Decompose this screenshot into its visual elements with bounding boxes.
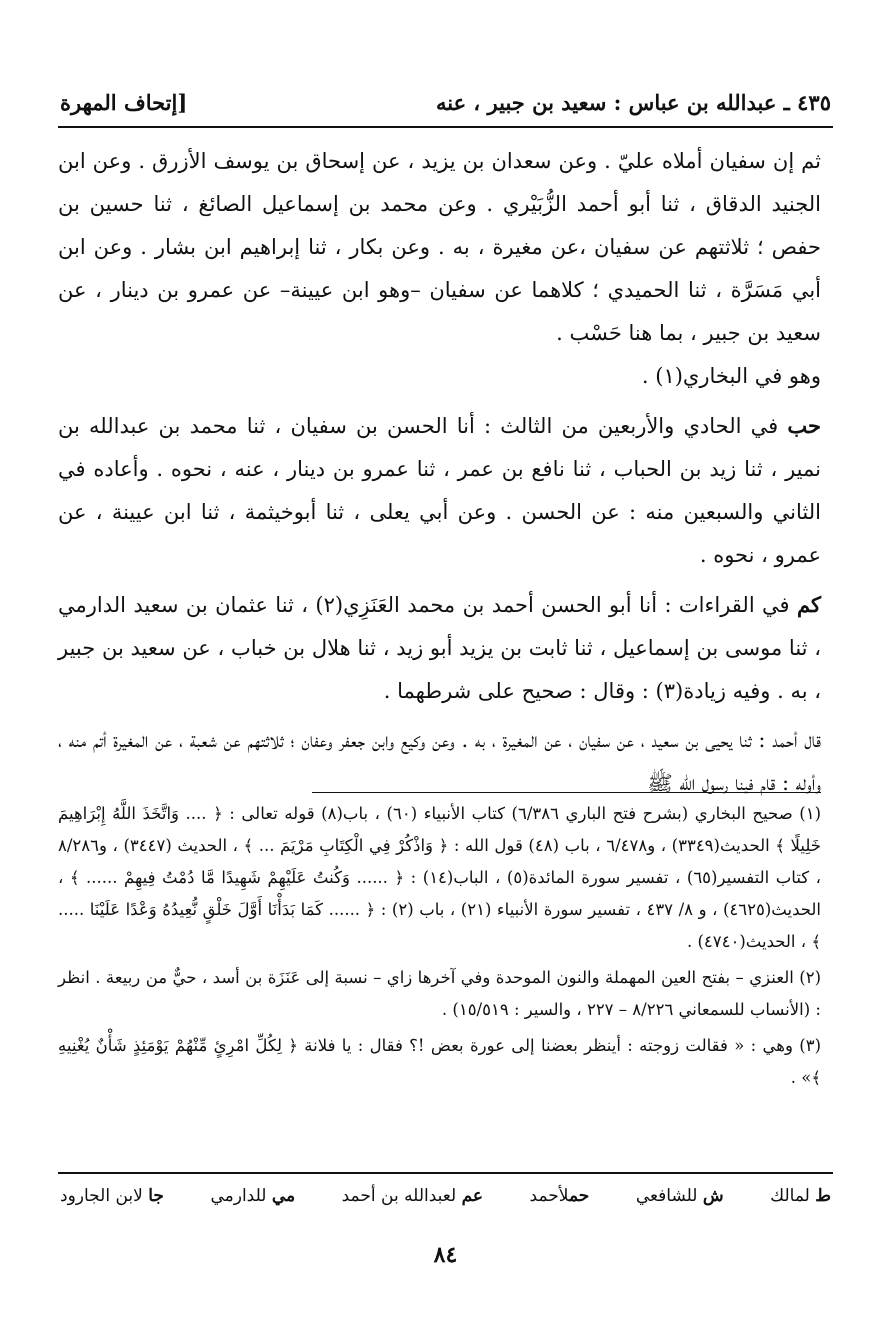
paragraph-2: وهو في البخاري(١) .: [641, 364, 821, 388]
paragraph-4-text: في القراءات : أنا أبو الحسن أحمد بن محمد العَنَزِي(٢) ، ثنا عثمان بن سعيد الدارمي ، ثنا موسى بن إسماعيل ، ثنا ثابت بن يزيد أبو زيد ، ثنا هلال بن خباب ، عن سعيد بن جبير ، به . وفيه زيادة(٣) : وقال : صحيح على شرطهما .: [58, 593, 821, 703]
main-text: [58, 140, 821, 805]
footnotes: [58, 798, 821, 1098]
paragraph-1: ثم إن سفيان أملاه عليّ . وعن سعدان بن يزيد ، عن إسحاق بن يوسف الأزرق . وعن ابن الجنيد الدقاق ، ثنا أبو أحمد الزُّبَيْري . وعن محمد بن إسماعيل الصائغ ، ثنا حسين بن حفص ؛ ثلاثتهم عن سفيان ،عن مغيرة ، به . وعن بكار ، ثنا إبراهيم ابن بشار . وعن ابن أبي مَسَرَّة ، ثنا الحميدي ؛ كلاهما عن سفيان –وهو ابن عيينة– عن عمرو بن دينار ، عن سعيد بن جبير ، بما هنا حَسْب .: [58, 149, 821, 345]
header-book-title: [إتحاف المهرة: [60, 89, 188, 115]
paragraph-4: [58, 583, 821, 713]
sigla-legend: [60, 1186, 831, 1216]
siglum-item: مي للدارمي: [210, 1186, 296, 1206]
siglum-item: ط لمالك: [770, 1186, 831, 1206]
page-number: ٨٤: [433, 1242, 458, 1268]
siglum-item: جا لابن الجارود: [60, 1186, 164, 1206]
siglum-item: ش للشافعي: [635, 1186, 724, 1206]
siglum-km: كم: [797, 592, 821, 617]
header-title: ٤٣٥ ـ عبدالله بن عباس : سعيد بن جبير ، عنه: [436, 89, 831, 115]
siglum-item: حملأحمد: [529, 1186, 590, 1206]
siglum-item: عم لعبدالله بن أحمد: [341, 1186, 484, 1206]
paragraph-3: [58, 404, 821, 577]
footnote-rule: [312, 792, 821, 793]
running-header: [60, 82, 831, 122]
footnote-3: (٣) وهي : « فقالت زوجته : أينظر بعضنا إلى عورة بعض !؟ فقال : يا فلانة ﴿ لِكُلِّ امْرِئٍ مِّنْهُمْ يَوْمَئِذٍ شَأْنٌ يُغْنِيهِ ﴾» .: [58, 1036, 821, 1087]
footnote-2: (٢) العنزي – بفتح العين المهملة والنون الموحدة وفي آخرها زاي – نسبة إلى عَنَزَة بن أسد ، حيٌّ من ربيعة . انظر : (الأنساب للسمعاني ٨/٢٢٦ – ٢٢٧ ، والسير : ١٥/٥١٩) .: [58, 968, 821, 1019]
footnote-1: (١) صحيح البخاري (بشرح فتح الباري ٦/٣٨٦) كتاب الأنبياء (٦٠) ، باب(٨) قوله تعالى : ﴿ .... وَاتَّخَذَ اللَّهُ إِبْرَاهِيمَ خَلِيلًا ﴾ الحديث(٣٣٤٩) ، و٦/٤٧٨ ، باب (٤٨) قول الله : ﴿ وَاذْكُرْ فِي الْكِتَابِ مَرْيَمَ ... ﴾ ، الحديث (٣٤٤٧) ، و٨/٢٨٦ ، كتاب التفسير(٦٥) ، تفسير سورة المائدة(٥) ، الباب(١٤) : ﴿ ...... وَكُنتُ عَلَيْهِمْ شَهِيدًا مَّا دُمْتُ فِيهِمْ ...... ﴾ ، الحديث(٤٦٢٥) ، و ٨/ ٤٣٧ ، تفسير سورة الأنبياء (٢١) ، باب (٢) : ﴿ ...... كَمَا بَدَأْنَا أَوَّلَ خَلْقٍ نُّعِيدُهُ وَعْدًا عَلَيْنَا ..... ﴾ ، الحديث(٤٧٤٠) .: [58, 804, 822, 951]
paragraph-3-text: في الحادي والأربعين من الثالث : أنا الحسن بن سفيان ، ثنا محمد بن عبدالله بن نمير ، ثنا زيد بن الحباب ، ثنا نافع بن عمر ، ثنا عمرو بن دينار ، عنه ، نحوه . وأعاده في الثاني والسبعين منه : عن الحسن . وعن أبي يعلى ، ثنا أبوخيثمة ، ثنا ابن عيينة ، عن عمرو ، نحوه .: [58, 414, 821, 567]
siglum-hb: حب: [787, 413, 821, 438]
header-rule: [58, 126, 833, 128]
paragraph-5: قال أحمد : ثنا يحيى بن سعيد ، عن سفيان ، عن المغيرة ، به . وعن وكيع وابن جعفر وعفان ؛ ثلاثتهم عن شعبة ، عن المغيرة أتم منه ، وأوله : قام فينا رسول الله ﷺ: [58, 728, 821, 795]
sigla-rule: [58, 1172, 833, 1174]
